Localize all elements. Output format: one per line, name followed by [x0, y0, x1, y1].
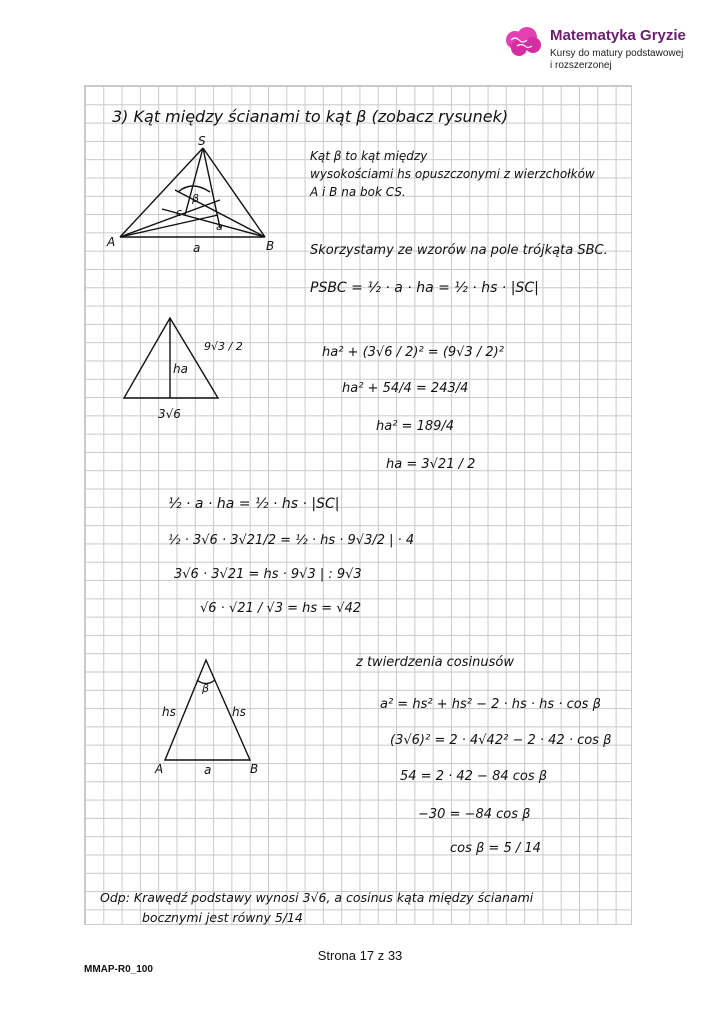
step-heading: 3) Kąt między ścianami to kąt β (zobacz rysunek)	[112, 107, 509, 126]
brand-title: Matematyka Gryzie	[550, 27, 686, 44]
note-line2: wysokościami hs opuszczonymi z wierzchołków	[310, 167, 595, 181]
triangle1-side-label: 9√3 / 2	[204, 340, 243, 353]
cos-intro: z twierdzenia cosinusów	[356, 655, 514, 670]
hs-equation-1: ½ · a · ha = ½ · hs · |SC|	[168, 496, 340, 512]
ha-equation-3: ha² = 189/4	[376, 419, 455, 434]
triangle1-base-label: 3√6	[158, 407, 181, 421]
cos-equation-2: (3√6)² = 2 · 4√42² − 2 · 42 · cos β	[390, 733, 612, 748]
triangle2-a-label: a	[204, 763, 212, 777]
pyramid-left-label: A	[107, 235, 116, 249]
triangle2-right-label: hs	[232, 705, 246, 719]
page-number: Strona 17 z 33	[317, 948, 403, 963]
note-line3: A i B na bok CS.	[310, 185, 406, 199]
document-code: MMAP-R0_100	[84, 964, 153, 975]
ha-equation-2: ha² + 54/4 = 243/4	[342, 381, 469, 396]
hs-equation-2: ½ · 3√6 · 3√21/2 = ½ · hs · 9√3/2 | · 4	[168, 533, 415, 548]
answer-line2: bocznymi jest równy 5/14	[142, 910, 303, 925]
area-formula: PSBC = ½ · a · ha = ½ · hs · |SC|	[310, 280, 539, 296]
pyramid-right-label: B	[266, 239, 275, 253]
pyramid-apex-label: S	[198, 134, 206, 148]
answer-line1: Odp: Krawędź podstawy wynosi 3√6, a cosinus kąta między ścianami	[100, 890, 534, 905]
pyramid-c-label: c	[176, 206, 183, 219]
triangle2-left-label: hs	[162, 705, 176, 719]
ha-equation-4: ha = 3√21 / 2	[386, 457, 476, 472]
formula-intro: Skorzystamy ze wzorów na pole trójkąta SBC.	[310, 243, 608, 258]
triangle2-beta-label: β	[202, 682, 210, 695]
brand-subtitle-line1: Kursy do matury podstawowej	[550, 48, 684, 59]
pyramid-a-inner-label: a	[216, 220, 223, 233]
triangle2-B-label: B	[250, 762, 259, 776]
cos-equation-4: −30 = −84 cos β	[418, 807, 531, 822]
note-line1: Kąt β to kąt między	[310, 149, 428, 163]
triangle2-A-label: A	[155, 762, 164, 776]
pyramid-a-base-label: a	[193, 241, 201, 255]
triangle1-height-label: ha	[173, 362, 188, 376]
cos-equation-3: 54 = 2 · 42 − 84 cos β	[400, 769, 548, 784]
hs-equation-4: √6 · √21 / √3 = hs = √42	[200, 601, 362, 616]
hs-equation-3: 3√6 · 3√21 = hs · 9√3 | : 9√3	[174, 567, 362, 582]
triangle-base-face	[124, 318, 218, 398]
pyramid-beta-label: β	[192, 192, 200, 205]
cos-equation-5: cos β = 5 / 14	[450, 841, 541, 856]
brand-subtitle-line2: i rozszerzonej	[550, 60, 612, 71]
cos-equation-1: a² = hs² + hs² − 2 · hs · hs · cos β	[380, 697, 601, 712]
ha-equation-1: ha² + (3√6 / 2)² = (9√3 / 2)²	[322, 345, 504, 360]
